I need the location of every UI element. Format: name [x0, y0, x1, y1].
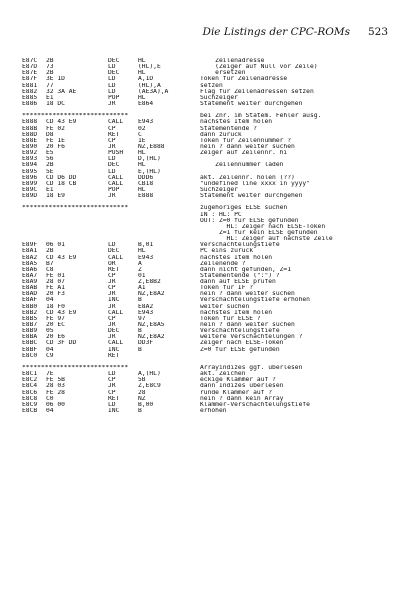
- address: ****************************: [22, 113, 129, 120]
- operands: HL: [138, 58, 146, 64]
- address: E8A9: [22, 279, 38, 286]
- opcode: CALL: [108, 119, 124, 126]
- opcode: RET: [108, 266, 120, 273]
- address: E892: [22, 150, 38, 157]
- comment: Statement weiter durchgehen: [200, 193, 303, 200]
- opcode: DEC: [108, 58, 120, 64]
- comment: Zeilenende ?: [200, 260, 246, 267]
- comment: nächstes Item holen: [200, 254, 273, 261]
- address: E8CB: [22, 408, 38, 415]
- hex-bytes: 2B: [46, 58, 54, 64]
- opcode: CP: [108, 389, 116, 396]
- operands: A,(HL): [138, 371, 161, 378]
- address: E8A1: [22, 248, 38, 255]
- comment: nächstes Item holen: [200, 119, 273, 126]
- hex-bytes: 06 01: [46, 242, 65, 249]
- hex-bytes: 3E 1D: [46, 76, 65, 83]
- opcode: JR: [108, 279, 116, 286]
- operands: 1E: [138, 137, 146, 144]
- comment: nein ? dann weiter suchen: [200, 143, 295, 150]
- operands: 5B: [138, 377, 146, 384]
- address: E87E: [22, 70, 38, 77]
- address: E88B: [22, 125, 38, 132]
- comment: Arrayindizes ggf. überlesen: [200, 365, 303, 372]
- opcode: DEC: [108, 162, 120, 169]
- operands: Z: [138, 266, 142, 273]
- hex-bytes: FE 5B: [46, 377, 65, 384]
- comment: Statementende (":") ?: [200, 272, 280, 279]
- opcode: OR: [108, 260, 116, 267]
- address: E890: [22, 143, 38, 150]
- comment: nein ? dann kein Array: [200, 395, 284, 402]
- hex-bytes: 7E: [46, 371, 54, 378]
- address: E888: [22, 119, 38, 126]
- hex-bytes: 28 03: [46, 383, 65, 390]
- address: E895: [22, 168, 38, 175]
- opcode: JR: [108, 291, 116, 298]
- opcode: JR: [108, 334, 116, 341]
- comment: Zeilenadresse: [200, 58, 265, 64]
- comment: "undefined line xxxx in yyyy": [200, 180, 310, 187]
- operands: 01: [138, 272, 146, 279]
- operands: NZ,E8A5: [138, 322, 165, 329]
- operands: E943: [138, 254, 154, 261]
- hex-bytes: 56: [46, 156, 54, 163]
- address: E8BF: [22, 346, 38, 353]
- address: E8B7: [22, 322, 38, 329]
- address: E8C6: [22, 389, 38, 396]
- comment: PC eins zurück: [200, 248, 254, 255]
- hex-bytes: CD 18 CB: [46, 180, 77, 187]
- opcode: DEC: [108, 328, 120, 335]
- hex-bytes: FE 01: [46, 272, 65, 279]
- hex-bytes: 04: [46, 346, 54, 353]
- opcode: INC: [108, 346, 120, 353]
- operands: 02: [138, 125, 146, 132]
- hex-bytes: 32 3A AE: [46, 88, 77, 95]
- opcode: LD: [108, 76, 116, 83]
- hex-bytes: 77: [46, 82, 54, 89]
- opcode: LD: [108, 371, 116, 378]
- comment: zugehöriges ELSE suchen: [200, 205, 288, 212]
- operands: E864: [138, 100, 154, 107]
- comment: Token für Zeilennummer ?: [200, 137, 291, 144]
- opcode: INC: [108, 297, 120, 304]
- hex-bytes: CD 3F DD: [46, 340, 77, 347]
- comment: IN : HL: PC: [200, 211, 242, 218]
- operands: 97: [138, 315, 146, 322]
- address: E882: [22, 88, 38, 95]
- hex-bytes: 2B: [46, 248, 54, 255]
- operands: HL: [138, 248, 146, 255]
- comment: Statement weiter durchgehen: [200, 100, 303, 107]
- assembly-listing: [22, 58, 402, 414]
- opcode: DEC: [108, 70, 120, 77]
- hex-bytes: C0: [46, 395, 54, 402]
- comment: weiter suchen: [200, 303, 250, 310]
- operands: CB18: [138, 180, 154, 187]
- hex-bytes: 28 07: [46, 279, 65, 286]
- hex-bytes: 73: [46, 64, 54, 71]
- hex-bytes: 18 F0: [46, 303, 65, 310]
- comment: eckige Klammer auf ?: [200, 377, 276, 384]
- hex-bytes: E1: [46, 186, 54, 193]
- hex-bytes: 20 EC: [46, 322, 65, 329]
- opcode: PUSH: [108, 150, 124, 157]
- comment: runde Klammer auf ?: [200, 389, 273, 396]
- comment: nein ? dann weiter suchen: [200, 291, 295, 298]
- address: E886: [22, 100, 38, 107]
- hex-bytes: E5: [46, 150, 54, 157]
- opcode: JR: [108, 143, 116, 150]
- book-title: Die Listings der CPC-ROMs: [202, 26, 350, 38]
- opcode: LD: [108, 64, 116, 71]
- listing-line: [22, 408, 402, 414]
- comment: HL: Zeiger nach ELSE-Token: [200, 223, 326, 230]
- listing-line: [22, 353, 402, 359]
- comment: nächstes Item holen: [200, 309, 273, 316]
- address: E8BA: [22, 334, 38, 341]
- operands: B,01: [138, 242, 154, 249]
- address: E88E: [22, 137, 38, 144]
- comment: setzen: [200, 82, 223, 89]
- hex-bytes: C9: [46, 352, 54, 359]
- opcode: DEC: [108, 248, 120, 255]
- opcode: LD: [108, 88, 116, 95]
- address: E87F: [22, 76, 38, 83]
- address: E899: [22, 180, 38, 187]
- opcode: CALL: [108, 340, 124, 347]
- comment: Verschachtelungstiefe: [200, 328, 280, 335]
- opcode: CP: [108, 285, 116, 292]
- hex-bytes: 5E: [46, 168, 54, 175]
- operands: B: [138, 328, 142, 335]
- address: E8BC: [22, 340, 38, 347]
- address: E894: [22, 162, 38, 169]
- comment: OUT: Z=0 für ELSE gefunden: [200, 217, 299, 224]
- address: E89F: [22, 242, 38, 249]
- listing-line: [22, 101, 402, 107]
- comment: HL: Zeiger auf nächste Zeile: [200, 236, 333, 243]
- hex-bytes: 05: [46, 328, 54, 335]
- hex-bytes: 18 DC: [46, 100, 65, 107]
- comment: Statementende ?: [200, 125, 257, 132]
- hex-bytes: CD 43 E9: [46, 119, 77, 126]
- hex-bytes: FE A1: [46, 285, 65, 292]
- comment: dann zurück: [200, 131, 242, 138]
- operands: B: [138, 408, 142, 415]
- opcode: LD: [108, 242, 116, 249]
- hex-bytes: FE 02: [46, 125, 65, 132]
- hex-bytes: D8: [46, 131, 54, 138]
- operands: (AE3A),A: [138, 88, 169, 95]
- opcode: JR: [108, 193, 116, 200]
- operands: (HL),A: [138, 82, 161, 89]
- operands: B: [138, 346, 142, 353]
- comment: Flag für Zeilenadressen setzen: [200, 88, 314, 95]
- operands: E943: [138, 309, 154, 316]
- address: E8A2: [22, 254, 38, 261]
- hex-bytes: 18 E9: [46, 193, 65, 200]
- operands: DDD6: [138, 174, 154, 181]
- address: E89D: [22, 193, 38, 200]
- address: E8C8: [22, 395, 38, 402]
- address: E8B2: [22, 309, 38, 316]
- hex-bytes: 20 F3: [46, 291, 65, 298]
- comment: akt. Zeichen: [200, 371, 246, 378]
- operands: NZ,E8A2: [138, 291, 165, 298]
- opcode: CP: [108, 377, 116, 384]
- address: E896: [22, 174, 38, 181]
- comment: Token für Zeilenadresse: [200, 76, 288, 83]
- page-number: 523: [367, 26, 388, 38]
- hex-bytes: 06 00: [46, 401, 65, 408]
- comment: dann Indizes überlesen: [200, 383, 284, 390]
- operands: 28: [138, 389, 146, 396]
- comment: Z=1 für kein ELSE gefunden: [200, 229, 318, 236]
- operands: Z,E8B2: [138, 279, 161, 286]
- opcode: INC: [108, 408, 120, 415]
- operands: HL: [138, 94, 146, 101]
- opcode: JR: [108, 303, 116, 310]
- opcode: POP: [108, 186, 120, 193]
- operands: D,(HL): [138, 156, 161, 163]
- operands: A,1D: [138, 76, 154, 83]
- operands: Z,E8C9: [138, 383, 161, 390]
- comment: bei Znr. im Statem. Fehler ausg.: [200, 113, 322, 120]
- address: E8C1: [22, 371, 38, 378]
- operands: NZ,E888: [138, 143, 165, 150]
- operands: B: [138, 297, 142, 304]
- address: E87D: [22, 64, 38, 71]
- operands: E,(HL): [138, 168, 161, 175]
- comment: ersetzen: [200, 70, 246, 77]
- operands: (HL),E: [138, 64, 161, 71]
- opcode: CALL: [108, 254, 124, 261]
- address: E8A5: [22, 260, 38, 267]
- comment: Suchzeiger: [200, 94, 238, 101]
- hex-bytes: 20 F6: [46, 143, 65, 150]
- address: E8B5: [22, 315, 38, 322]
- address: E8B0: [22, 303, 38, 310]
- opcode: JR: [108, 383, 116, 390]
- address: E881: [22, 82, 38, 89]
- address: E8AB: [22, 285, 38, 292]
- opcode: LD: [108, 401, 116, 408]
- opcode: RET: [108, 352, 120, 359]
- opcode: CALL: [108, 309, 124, 316]
- opcode: CP: [108, 125, 116, 132]
- opcode: CP: [108, 272, 116, 279]
- comment: dann nicht gefunden, Z=1: [200, 266, 291, 273]
- hex-bytes: FE 97: [46, 315, 65, 322]
- page-header: [0, 26, 418, 42]
- comment: Verschachtelungstiefe erhöhen: [200, 297, 310, 304]
- address: E8B9: [22, 328, 38, 335]
- comment: Klammer-Verschachtelungstiefe: [200, 401, 310, 408]
- comment: (Zeiger auf Null vor Zeile): [200, 64, 318, 71]
- operands: NZ,E8A2: [138, 334, 165, 341]
- opcode: LD: [108, 156, 116, 163]
- comment: Zeilennummer laden: [200, 162, 284, 169]
- address: ****************************: [22, 205, 129, 212]
- address: E8AD: [22, 291, 38, 298]
- comment: Suchzeiger: [200, 186, 238, 193]
- opcode: RET: [108, 131, 120, 138]
- operands: A: [138, 260, 142, 267]
- address: E8C0: [22, 352, 38, 359]
- hex-bytes: 04: [46, 297, 54, 304]
- comment: Token für ELSE ?: [200, 315, 261, 322]
- operands: C: [138, 131, 142, 138]
- address: E885: [22, 94, 38, 101]
- operands: A1: [138, 285, 146, 292]
- address: E8C4: [22, 383, 38, 390]
- comment: nein ? dann weiter suchen: [200, 322, 295, 329]
- opcode: LD: [108, 168, 116, 175]
- hex-bytes: CD 43 E9: [46, 254, 77, 261]
- comment: Zeiger nach ELSE-Token: [200, 340, 284, 347]
- comment: Zeiger auf Zeilennr. hi: [200, 150, 288, 157]
- hex-bytes: 2B: [46, 162, 54, 169]
- operands: HL: [138, 70, 146, 77]
- comment: weitere Verschachtelungen ?: [200, 334, 303, 341]
- opcode: CALL: [108, 174, 124, 181]
- comment: dann auf ELSE prüfen: [200, 279, 276, 286]
- hex-bytes: 04: [46, 408, 54, 415]
- address: E88D: [22, 131, 38, 138]
- address: E89C: [22, 186, 38, 193]
- comment: erhöhen: [200, 408, 227, 415]
- address: E893: [22, 156, 38, 163]
- opcode: CALL: [108, 180, 124, 187]
- hex-bytes: 2B: [46, 70, 54, 77]
- hex-bytes: CD 43 E9: [46, 309, 77, 316]
- address: E8A7: [22, 272, 38, 279]
- operands: NZ: [138, 395, 146, 402]
- hex-bytes: C8: [46, 266, 54, 273]
- hex-bytes: 20 E6: [46, 334, 65, 341]
- opcode: JR: [108, 322, 116, 329]
- address: E8C2: [22, 377, 38, 384]
- opcode: LD: [108, 82, 116, 89]
- opcode: JR: [108, 100, 116, 107]
- operands: E888: [138, 193, 154, 200]
- operands: DD3F: [138, 340, 154, 347]
- listing-line: [22, 193, 402, 199]
- address: ****************************: [22, 365, 129, 372]
- operands: HL: [138, 186, 146, 193]
- address: E8AF: [22, 297, 38, 304]
- operands: E8A2: [138, 303, 154, 310]
- operands: B,00: [138, 401, 154, 408]
- operands: HL: [138, 150, 146, 157]
- hex-bytes: FE 28: [46, 389, 65, 396]
- comment: Token für IF ?: [200, 285, 254, 292]
- hex-bytes: B7: [46, 260, 54, 267]
- operands: HL: [138, 162, 146, 169]
- comment: Z=0 für ELSE gefunden: [200, 346, 280, 353]
- address: E8C9: [22, 401, 38, 408]
- hex-bytes: FE 1E: [46, 137, 65, 144]
- opcode: POP: [108, 94, 120, 101]
- hex-bytes: E1: [46, 94, 54, 101]
- comment: akt. Zeilennr. holen (??): [200, 174, 295, 181]
- opcode: CP: [108, 137, 116, 144]
- address: E8A6: [22, 266, 38, 273]
- opcode: CP: [108, 315, 116, 322]
- hex-bytes: CD D6 DD: [46, 174, 77, 181]
- opcode: RET: [108, 395, 120, 402]
- comment: Verschachtelungstiefe: [200, 242, 280, 249]
- operands: E943: [138, 119, 154, 126]
- address: E87C: [22, 58, 38, 64]
